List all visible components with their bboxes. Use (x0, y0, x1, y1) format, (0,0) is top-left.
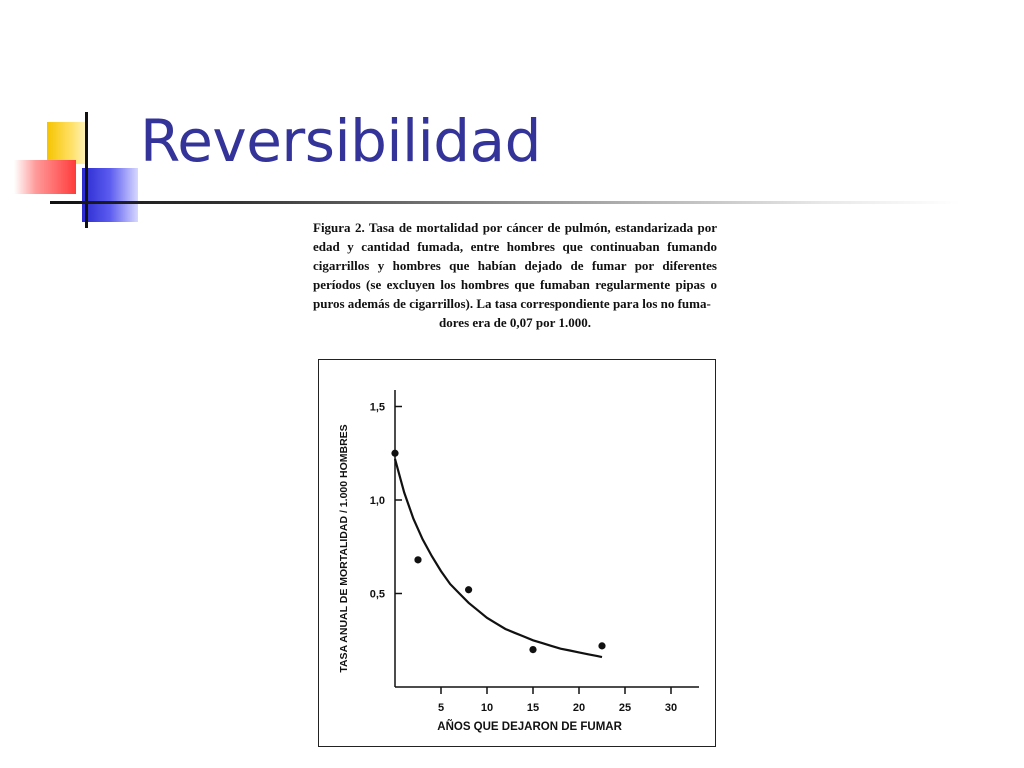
title-underline-rule (50, 201, 960, 204)
x-tick-label: 10 (480, 702, 494, 714)
figure-caption-end: dores era de 0,07 por 1.000. (439, 315, 591, 330)
x-tick-label: 30 (664, 702, 678, 714)
decor-vertical-rule (85, 112, 88, 228)
data-point (391, 450, 398, 457)
data-point (465, 586, 472, 593)
data-point (598, 642, 605, 649)
data-points (391, 450, 605, 654)
x-tick-label: 20 (572, 702, 586, 714)
y-tick-label: 1,0 (369, 495, 385, 507)
fitted-curve (395, 459, 602, 657)
figure-caption-text: Tasa de mortalidad por cáncer de pulmón, estandarizada por edad y cantidad fumada, entre hombres que continuaban fumando cigarrillos y hombres que habían dejado de fumar por diferentes períodos (se excluyen los hombres que fumaban regularmente pipas o puros además de cigarrillos). La tasa correspondiente para los no fuma- (313, 220, 717, 311)
x-tick-label: 5 (437, 702, 445, 714)
slide-title: Reversibilidad (140, 107, 541, 175)
data-point (529, 646, 536, 653)
y-axis-label: TASA ANUAL DE MORTALIDAD / 1.000 HOMBRES (338, 424, 350, 673)
y-tick-label: 1,5 (369, 401, 385, 414)
x-tick-label: 25 (618, 702, 632, 714)
decor-yellow-square (47, 122, 87, 164)
decor-blue-square (82, 168, 138, 222)
figure-label: Figura 2. (313, 220, 365, 235)
decor-red-square (14, 160, 76, 194)
x-tick-label: 15 (526, 702, 540, 714)
y-tick-label: 0,5 (369, 588, 385, 601)
mortality-chart (319, 360, 715, 746)
figure-caption (313, 218, 717, 332)
x-axis-label: AÑOS QUE DEJARON DE FUMAR (437, 721, 622, 733)
data-point (414, 556, 421, 563)
chart-frame (318, 359, 716, 747)
